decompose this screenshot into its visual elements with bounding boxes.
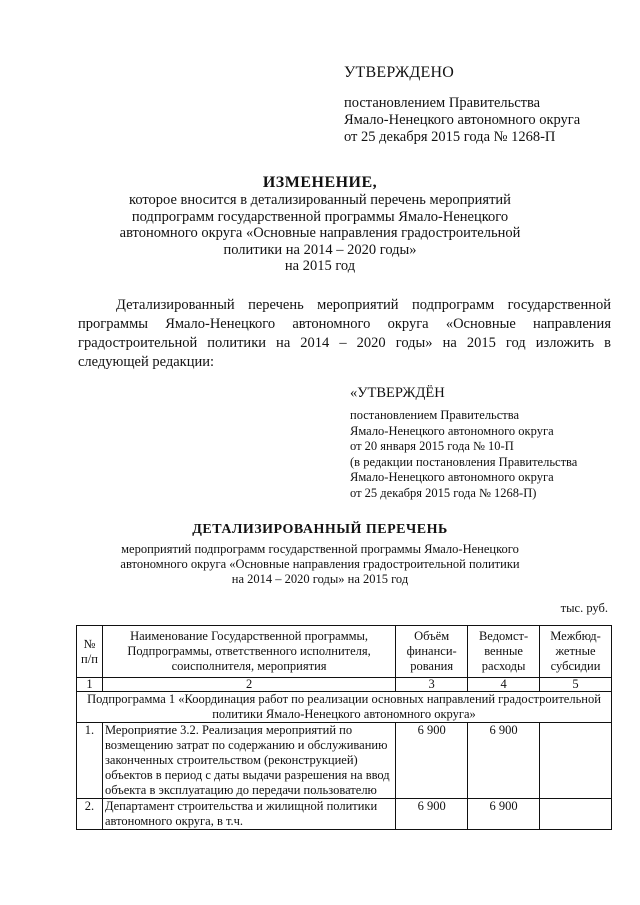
table-header-cell: Наименование Государственной программы, Подпрограммы, ответственного исполнителя, соисполнителя, мероприятия [102, 626, 395, 678]
row-financing: 6 900 [396, 723, 468, 799]
change-subtitle-line: на 2015 год [284, 258, 356, 274]
change-subtitle-line: подпрограмм государственной программы Ямало-Ненецкого [131, 208, 509, 225]
approval2-line: от 20 января 2015 года № 10-П [350, 439, 514, 453]
row-departmental: 6 900 [468, 723, 540, 799]
body-paragraph: Детализированный перечень мероприятий подпрограмм государственной программы Ямало-Ненецкого автономного округа «Основные направления градостроительной политики на 2014 – 2020 годы» на 2015 год изложить в следующей редакции: [78, 297, 611, 370]
list-subtitle-line: на 2014 – 2020 годы» на 2015 год [231, 572, 409, 586]
row-name: Департамент строительства и жилищной политики автономного округа, в т.ч. [102, 799, 395, 830]
row-financing: 6 900 [396, 799, 468, 830]
row-subsidies [540, 799, 612, 830]
row-number: 2. [77, 799, 103, 830]
unit-label: тыс. руб. [560, 601, 608, 615]
approval2-line: (в редакции постановления Правительства [350, 454, 578, 469]
list-subtitle-line: мероприятий подпрограмм государственной программы Ямало-Ненецкого [121, 542, 519, 556]
change-subtitle-line: автономного округа «Основные направления градостроительной [119, 225, 521, 241]
approval-title: УТВЕРЖДЕНО [344, 64, 455, 81]
change-subtitle-line: которое вносится в детализированный перечень мероприятий [129, 192, 511, 208]
column-number: 4 [468, 678, 540, 692]
column-number: 1 [77, 678, 103, 692]
list-subtitle-line: автономного округа «Основные направления градостроительной политики [120, 557, 520, 571]
table-header-cell: Ведомст-венные расходы [468, 626, 540, 678]
approval-line: постановлением Правительства [344, 95, 541, 111]
approval2-line: Ямало-Ненецкого автономного округа [350, 423, 554, 438]
column-number: 2 [102, 678, 395, 692]
approval2-block [350, 408, 577, 501]
approval2-line: от 25 декабря 2015 года № 1268-П) [350, 485, 537, 500]
column-number: 5 [540, 678, 612, 692]
approval2-title: «УТВЕРЖДЁН [350, 385, 445, 401]
table-row [77, 799, 612, 830]
approval2-line: постановлением Правительства [350, 408, 520, 422]
list-subtitle [0, 542, 640, 587]
list-title: ДЕТАЛИЗИРОВАННЫЙ ПЕРЕЧЕНЬ [192, 522, 448, 537]
subprogram-row [77, 692, 612, 723]
table-header-row [77, 626, 612, 678]
table-header-cell: № п/п [77, 626, 103, 678]
approval-line: от 25 декабря 2015 года № 1268-П [344, 129, 556, 145]
change-title: ИЗМЕНЕНИЕ, [262, 174, 378, 191]
subprogram-cell: Подпрограмма 1 «Координация работ по реализации основных направлений градостроительной политики Ямало-Ненецкого автономного округа» [77, 692, 612, 723]
column-number: 3 [396, 678, 468, 692]
change-subtitle [0, 192, 640, 275]
approval2-line: Ямало-Ненецкого автономного округа [350, 470, 554, 484]
table-row [77, 723, 612, 799]
table-column-numbers-row [77, 678, 612, 692]
row-departmental: 6 900 [468, 799, 540, 830]
table-header-cell: Межбюд-жетные субсидии [540, 626, 612, 678]
change-subtitle-line: политики на 2014 – 2020 годы» [223, 241, 417, 258]
row-subsidies [540, 723, 612, 799]
approval-block [344, 95, 580, 146]
row-name: Мероприятие 3.2. Реализация мероприятий по возмещению затрат по содержанию и обслуживанию законченных строительством (реконструкцией) объектов в период с даты выдачи разрешения на ввод объекта в эксплуатацию до передачи пользователю [102, 723, 395, 799]
row-number: 1. [77, 723, 103, 799]
approval-line: Ямало-Ненецкого автономного округа [344, 112, 581, 128]
measures-table [76, 625, 612, 830]
table-header-cell: Объём финанси-рования [396, 626, 468, 678]
